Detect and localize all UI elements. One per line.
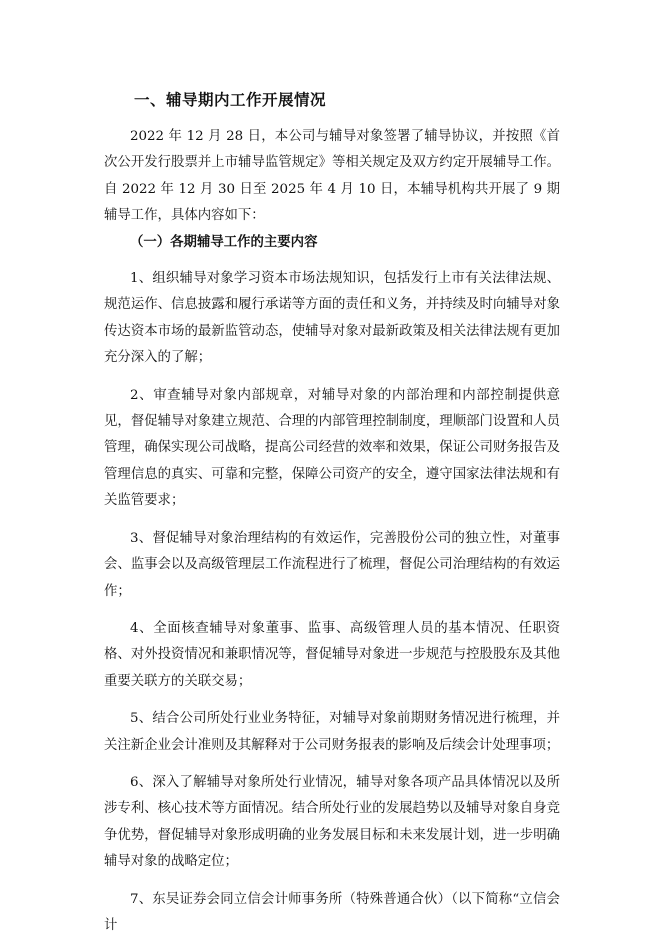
sub-heading: （一）各期辅导工作的主要内容 <box>130 234 318 250</box>
section-heading: 一、辅导期内工作开展情况 <box>134 91 327 109</box>
intro-paragraph: 2022 年 12 月 28 日，本公司与辅导对象签署了辅导协议，并按照《首次公开发行股票并上市辅导监管规定》等相关规定及双方约定开展辅导工作。自 2022 年 12 月 30 日至 2025 年 4 月 10 日，本辅导机构共开展了 9 期辅导工作，具体内容如下： <box>104 129 560 224</box>
list-item: 1、组织辅导对象学习资本市场法规知识，包括发行上市有关法律法规、规范运作、信息披露和履行承诺等方面的责任和义务，并持续及时向辅导对象传达资本市场的最新监管动态，使辅导对象对最新政策及相关法律法规有更加充分深入的了解； <box>104 271 560 366</box>
list-item: 7、东吴证券会同立信会计师事务所（特殊普通合伙）（以下简称“立信会计 <box>104 891 560 933</box>
list-item: 4、全面核查辅导对象董事、监事、高级管理人员的基本情况、任职资格、对外投资情况和兼职情况等，督促辅导对象进一步规范与控股股东及其他重要关联方的关联交易； <box>104 620 560 689</box>
list-item: 5、结合公司所处行业业务特征，对辅导对象前期财务情况进行梳理，并关注新企业会计准则及其解释对于公司财务报表的影响及后续会计处理事项； <box>104 711 560 753</box>
list-item: 6、深入了解辅导对象所处行业情况，辅导对象各项产品具体情况以及所涉专利、核心技术等方面情况。结合所处行业的发展趋势以及辅导对象自身竞争优势，督促辅导对象形成明确的业务发展目标和未来发展计划，进一步明确辅导对象的战略定位； <box>104 774 560 870</box>
work-items-list <box>104 266 560 939</box>
list-item: 3、督促辅导对象治理结构的有效运作，完善股份公司的独立性，对董事会、监事会以及高级管理层工作流程进行了梳理，督促公司治理结构的有效运作； <box>104 530 560 599</box>
document-body <box>104 89 560 950</box>
list-item: 2、审查辅导对象内部规章，对辅导对象的内部治理和内部控制提供意见，督促辅导对象建立规范、合理的内部管理控制制度，理顺部门设置和人员管理，确保实现公司战略，提高公司经营的效率和效果，保证公司财务报告及管理信息的真实、可靠和完整，保障公司资产的安全，遵守国家法律法规和有关监管要求； <box>104 387 560 509</box>
